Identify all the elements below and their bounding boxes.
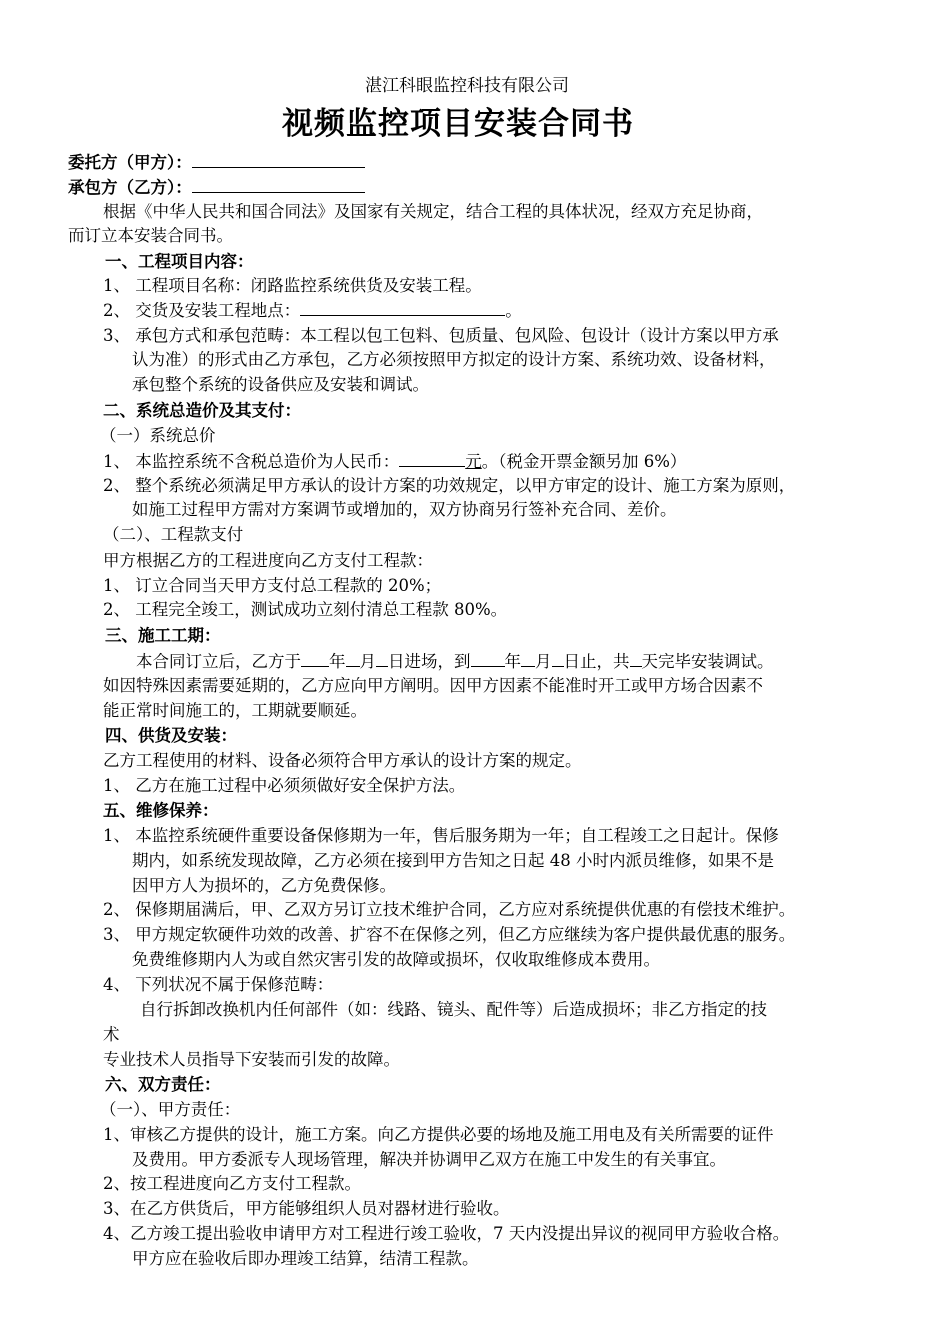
end-day-blank (552, 649, 564, 667)
s1-item-3-line-3: 承包整个系统的设备供应及安装和调试。 (132, 375, 429, 394)
s1-item-2 (103, 298, 522, 323)
party-b-blank (192, 175, 365, 193)
warranty-item-1-line-1: 1、 本监控系统硬件重要设备保修期为一年，售后服务期为一年；自工程竣工之日起计。保修 (103, 826, 779, 845)
section-1-heading: 一、工程项目内容： (105, 252, 254, 271)
warranty-item-4: 4、 下列状况不属于保修范畴： (103, 975, 334, 994)
days-blank (630, 649, 642, 667)
schedule-text-6: 月 (535, 652, 552, 671)
s2-item-2-line-1: 2、 整个系统必须满足甲方承认的设计方案的功效规定，以甲方审定的设计、施工方案为原则， (103, 476, 796, 495)
tax-note: 。（税金开票金额另加 6%） (481, 452, 687, 471)
section-6-heading: 六、双方责任： (105, 1075, 221, 1094)
warranty-item-2: 2、 保修期届满后，甲、乙双方另订立技术维护合同，乙方应对系统提供优惠的有偿技术维护。 (103, 900, 796, 919)
section-3-heading: 三、施工工期： (105, 626, 221, 645)
schedule-text-7: 日止，共 (563, 652, 630, 671)
party-a-duty-4-line-2: 甲方应在验收后即办理竣工结算，结清工程款。 (132, 1249, 479, 1268)
end-month-blank (521, 649, 535, 667)
end-year-blank (471, 649, 505, 667)
party-a-line (68, 150, 365, 175)
party-a-duty-4-line-1: 4、乙方竣工提出验收申请甲方对工程进行竣工验收，7 天内没提出异议的视同甲方验收合格。 (103, 1224, 790, 1243)
start-day-blank (376, 649, 388, 667)
payment-intro: 甲方根据乙方的工程进度向乙方支付工程款： (103, 551, 433, 570)
supply-item-1: 1、 乙方在施工过程中必须须做好安全保护方法。 (103, 776, 466, 795)
party-a-duty-3: 3、在乙方供货后，甲方能够组织人员对器材进行验收。 (103, 1199, 510, 1218)
s1-item-2-label: 2、 交货及安装工程地点： (103, 301, 301, 320)
s6-subheading-1: （一）、甲方责任： (100, 1100, 241, 1119)
warranty-item-1-line-3: 因甲方人为损坏的，乙方免费保修。 (132, 876, 396, 895)
schedule-text-4: 日进场，到 (388, 652, 471, 671)
payment-item-2: 2、 工程完全竣工，测试成功立刻付清总工程款 80%。 (103, 600, 508, 619)
document-title: 视频监控项目安装合同书 (282, 106, 634, 142)
schedule-text-2: 年 (329, 652, 346, 671)
warranty-item-4-line-4: 专业技术人员指导下安装而引发的故障。 (103, 1050, 400, 1069)
currency-unit: 元 (465, 452, 482, 471)
schedule-text-3: 月 (359, 652, 376, 671)
s2-subheading-1: （一）系统总价 (100, 426, 216, 445)
party-a-label: 委托方（甲方）： (68, 153, 192, 172)
schedule-line-2: 如因特殊因素需要延期的，乙方应向甲方阐明。因甲方因素不能准时开工或甲方场合因素不 (103, 676, 763, 695)
warranty-item-3-line-1: 3、 甲方规定软硬件功效的改善、扩容不在保修之列，但乙方应继续为客户提供最优惠的服务。 (103, 925, 796, 944)
intro-line-2: 而订立本安装合同书。 (68, 226, 233, 245)
s1-item-3-line-2: 认为准）的形式由乙方承包，乙方必须按照甲方拟定的设计方案、系统功效、设备材料， (132, 350, 776, 369)
s2-item-2-line-2: 如施工过程甲方需对方案调节或增加的，双方协商另行签补充合同、差价。 (132, 500, 677, 519)
schedule-text-1: 本合同订立后，乙方于 (136, 652, 301, 671)
s1-item-1: 1、 工程项目名称：闭路监控系统供货及安装工程。 (103, 276, 482, 295)
section-4-heading: 四、供货及安装： (105, 726, 237, 745)
party-b-label: 承包方（乙方）： (68, 178, 192, 197)
s2-item-1 (103, 449, 686, 474)
section-2-heading: 二、系统总造价及其支付： (103, 401, 301, 420)
party-a-duty-1-line-2: 及费用。甲方委派专人现场管理，解决并协调甲乙双方在施工中发生的有关事宜。 (132, 1150, 726, 1169)
schedule-line-3: 能正常时间施工的，工期就要顺延。 (103, 701, 367, 720)
warranty-item-1-line-2: 期内，如系统发现故障，乙方必须在接到甲方告知之日起 48 小时内派员维修，如果不是 (132, 851, 774, 870)
party-a-blank (192, 150, 365, 168)
company-name: 湛江科眼监控科技有限公司 (365, 76, 569, 96)
schedule-line-1 (136, 649, 774, 674)
payment-item-1: 1、 订立合同当天甲方支付总工程款的 20%； (103, 576, 442, 595)
section-5-heading: 五、维修保养： (103, 801, 219, 820)
warranty-item-4-line-3: 术 (103, 1025, 120, 1044)
start-month-blank (346, 649, 360, 667)
s2-subheading-2: （二）、工程款支付 (103, 525, 244, 544)
total-price-label: 1、 本监控系统不含税总造价为人民币： (103, 452, 400, 471)
party-b-line (68, 175, 365, 200)
schedule-text-5: 年 (504, 652, 521, 671)
schedule-text-8: 天完毕安装调试。 (641, 652, 774, 671)
location-blank (300, 298, 505, 316)
warranty-item-4-line-2: 自行拆卸改换机内任何部件（如：线路、镜头、配件等）后造成损坏；非乙方指定的技 (140, 1000, 767, 1019)
s1-item-3-line-1: 3、 承包方式和承包范畴：本工程以包工包料、包质量、包风险、包设计（设计方案以甲方承 (103, 326, 779, 345)
warranty-item-3-line-2: 免费维修期内人为或自然灾害引发的故障或损坏，仅收取维修成本费用。 (132, 950, 660, 969)
party-a-duty-1-line-1: 1、审核乙方提供的设计，施工方案。向乙方提供必要的场地及施工用电及有关所需要的证件 (103, 1125, 774, 1144)
total-price-blank (399, 449, 465, 467)
s1-item-2-end: 。 (505, 301, 522, 320)
start-year-blank (301, 649, 329, 667)
intro-line-1: 根据《中华人民共和国合同法》及国家有关规定，结合工程的具体状况，经双方充足协商， (103, 202, 763, 221)
party-a-duty-2: 2、按工程进度向乙方支付工程款。 (103, 1174, 361, 1193)
supply-line-1: 乙方工程使用的材料、设备必须符合甲方承认的设计方案的规定。 (103, 751, 582, 770)
